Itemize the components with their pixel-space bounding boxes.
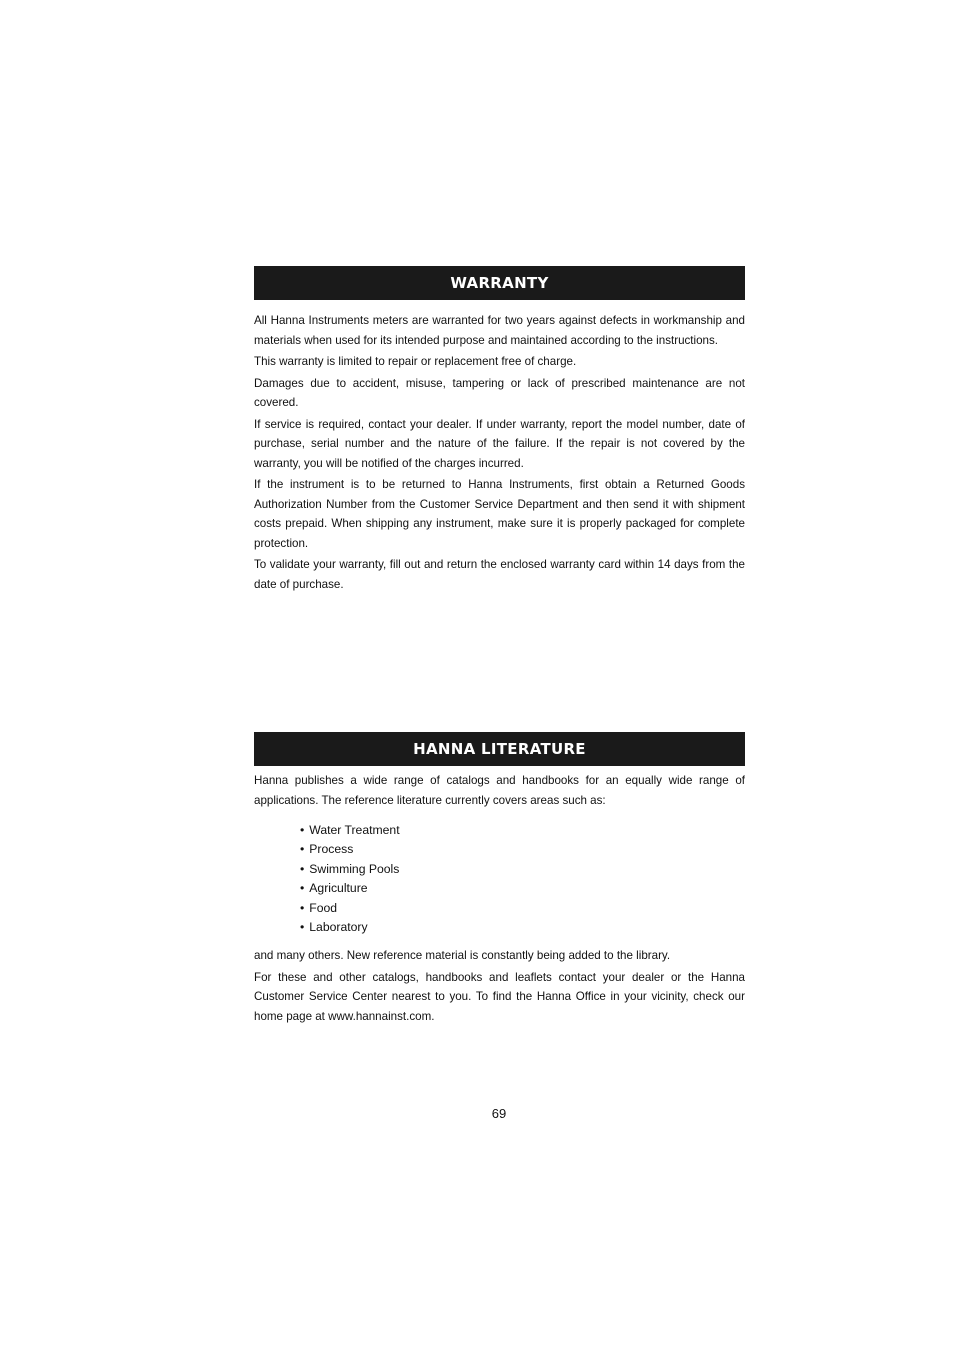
literature-intro [254, 771, 745, 812]
literature-outro-text: and many others. New reference material is constantly being added to the library. [254, 949, 671, 962]
list-item: • Food [300, 899, 400, 918]
warranty-heading [254, 266, 745, 300]
warranty-heading-text: WARRANTY [450, 274, 549, 292]
literature-areas-list [300, 821, 400, 937]
warranty-body [254, 311, 745, 596]
warranty-paragraph: If the instrument is to be returned to Hanna Instruments, first obtain a Returned Goods Authorization Number from the Customer Service Department and then send it with shipment costs prepaid. When shipping any instrument, make sure it is properly packaged for complete protection. [254, 478, 745, 550]
list-item: • Agriculture [300, 879, 400, 898]
literature-outro [254, 946, 745, 1028]
list-item: • Swimming Pools [300, 860, 400, 879]
page-number: 69 [491, 1106, 507, 1121]
warranty-paragraph: All Hanna Instruments meters are warranted for two years against defects in workmanship and materials when used for its intended purpose and maintained according to the instructions. [254, 314, 745, 347]
list-item: • Water Treatment [300, 821, 400, 840]
list-item: • Process [300, 840, 400, 859]
literature-heading-text: HANNA LITERATURE [413, 740, 586, 758]
literature-outro-text: For these and other catalogs, handbooks and leaflets contact your dealer or the Hanna Customer Service Center nearest to you. To find the Hanna Office in your vicinity, check our home page at www.hannainst.com. [254, 970, 745, 1023]
warranty-paragraph: Damages due to accident, misuse, tampering or lack of prescribed maintenance are not covered. [254, 376, 745, 409]
warranty-paragraph: This warranty is limited to repair or replacement free of charge. [254, 355, 577, 368]
warranty-paragraph: To validate your warranty, fill out and return the enclosed warranty card within 14 days from the date of purchase. [254, 558, 745, 591]
literature-intro-text: Hanna publishes a wide range of catalogs and handbooks for an equally wide range of applications. The reference literature currently covers areas such as: [254, 774, 745, 807]
warranty-paragraph: If service is required, contact your dealer. If under warranty, report the model number, date of purchase, serial number and the nature of the failure. If the repair is not covered by the warranty, you will be notified of the charges incurred. [254, 417, 745, 470]
list-item: • Laboratory [300, 918, 400, 937]
literature-heading [254, 732, 745, 766]
